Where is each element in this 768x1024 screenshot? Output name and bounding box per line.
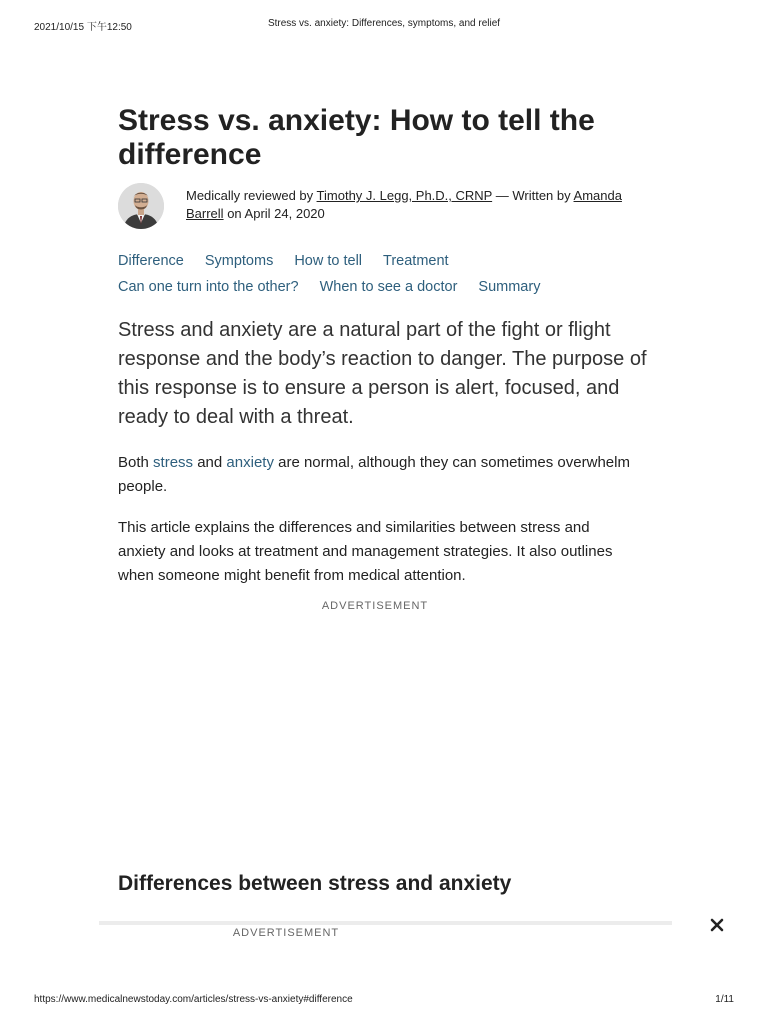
para1-text-b: and <box>193 454 227 471</box>
section-heading: Differences between stress and anxiety <box>118 872 512 895</box>
lead-paragraph: Stress and anxiety are a natural part of the fight or flight response and the body’s reaction to danger. The purpose of this response is to ensure a person is alert, focused, and ready to deal with a threat. <box>118 319 647 428</box>
body-paragraph-2: This article explains the differences and similarities between stress and anxiety and looks at treatment and management strategies. It also outlines when someone might benefit from medical attention. <box>118 519 613 584</box>
print-datetime: 2021/10/15 下午12:50 <box>34 22 132 33</box>
toc-link-treatment[interactable]: Treatment <box>383 253 449 269</box>
reviewer-link[interactable]: Timothy J. Legg, Ph.D., CRNP <box>316 188 493 203</box>
print-header <box>34 18 734 32</box>
toc-link-how-to-tell[interactable]: How to tell <box>294 253 363 269</box>
date-prefix: on <box>223 206 245 221</box>
toc-link-difference[interactable]: Difference <box>118 253 184 269</box>
print-page-title: Stress vs. anxiety: Differences, symptoms, and relief <box>267 18 501 29</box>
stress-link[interactable]: stress <box>153 454 194 471</box>
article-title: Stress vs. anxiety: How to tell the difference <box>118 104 595 171</box>
publish-date: April 24, 2020 <box>244 206 325 221</box>
advertisement-label: ADVERTISEMENT <box>321 600 429 612</box>
anxiety-link[interactable]: anxiety <box>226 454 274 471</box>
byline-text <box>186 187 646 223</box>
byline <box>118 183 658 229</box>
body-paragraph-1 <box>118 451 638 499</box>
para1-text-c: are normal, although they can sometimes overwhelm people. <box>118 454 630 495</box>
reviewer-avatar <box>118 183 164 229</box>
toc-link-see-doctor[interactable]: When to see a doctor <box>319 279 458 295</box>
close-icon[interactable] <box>706 914 728 936</box>
reviewed-by-label: Medically reviewed by <box>186 188 317 203</box>
written-by-label: — Written by <box>492 188 574 203</box>
toc-link-turn-into-other[interactable]: Can one turn into the other? <box>118 279 299 295</box>
table-of-contents <box>118 248 658 300</box>
toc-link-summary[interactable]: Summary <box>478 279 541 295</box>
print-url: https://www.medicalnewstoday.com/articles/stress-vs-anxiety#difference <box>34 994 353 1005</box>
sticky-ad-bar <box>99 921 672 925</box>
toc-link-symptoms[interactable]: Symptoms <box>204 253 274 269</box>
sticky-advertisement-label: ADVERTISEMENT <box>232 927 340 939</box>
print-page-number: 1/11 <box>715 994 734 1005</box>
print-footer <box>34 994 734 1008</box>
author-link[interactable]: Amanda Barrell <box>186 188 622 221</box>
para1-text-a: Both <box>118 454 154 471</box>
